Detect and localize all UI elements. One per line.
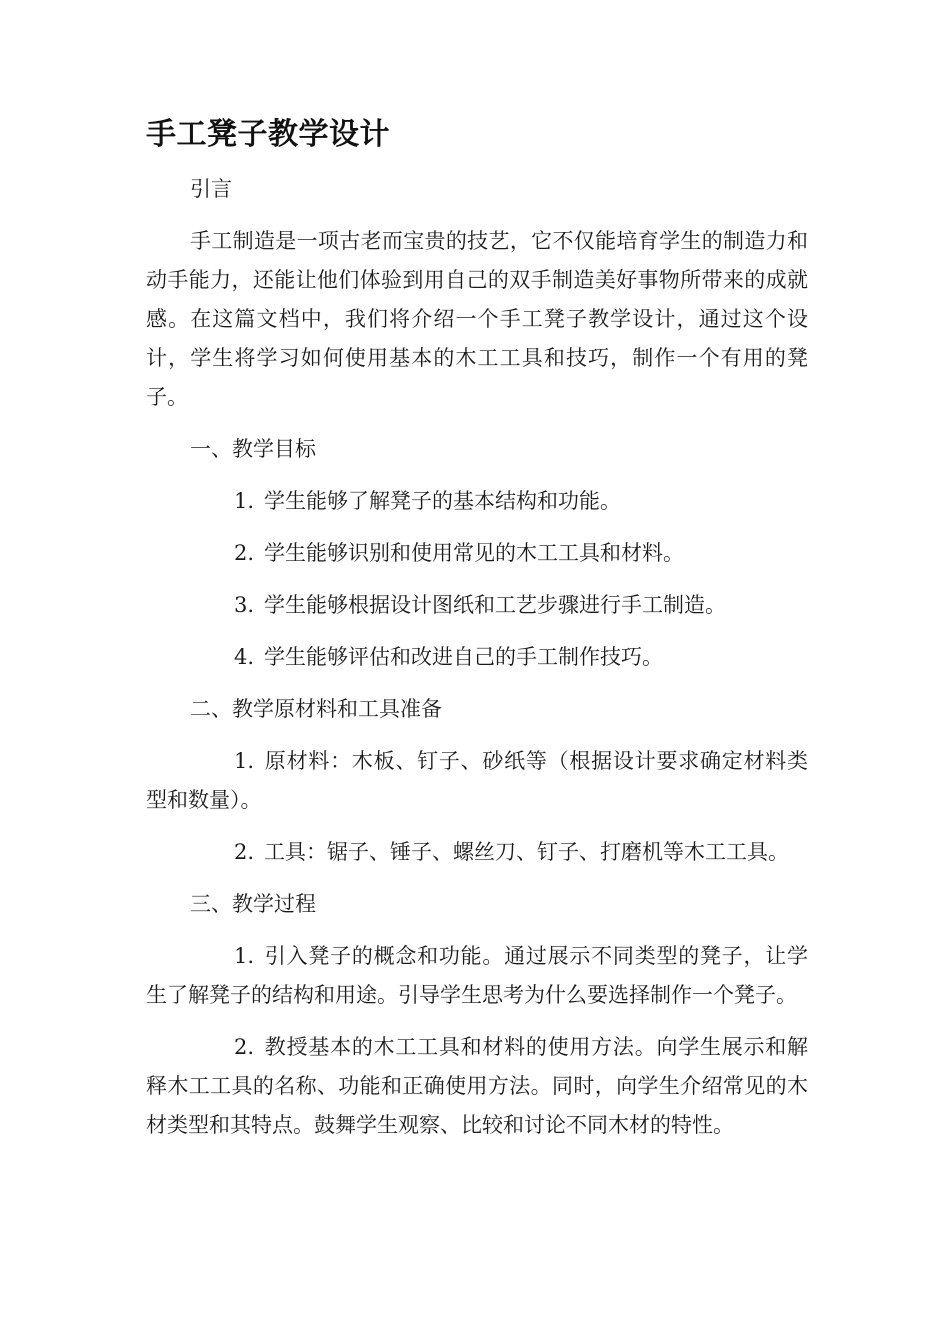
list-item-number: 3. <box>234 593 255 617</box>
list-item <box>146 534 808 573</box>
list-item-text: 工具：锯子、锤子、螺丝刀、钉子、打磨机等木工工具。 <box>264 840 790 864</box>
list-item <box>146 586 808 625</box>
document-body <box>146 112 808 1158</box>
list-item <box>146 638 808 677</box>
list-item-text: 学生能够评估和改进自己的手工制作技巧。 <box>264 645 664 669</box>
section-heading-materials: 二、教学原材料和工具准备 <box>190 697 442 721</box>
list-item <box>146 1028 808 1145</box>
list-item-number: 1. <box>234 489 255 513</box>
list-item-number: 2. <box>234 541 255 565</box>
intro-paragraph: 手工制造是一项古老而宝贵的技艺，它不仅能培育学生的制造力和动手能力，还能让他们体验到用自己的双手制造美好事物所带来的成就感。在这篇文档中，我们将介绍一个手工凳子教学设计，通过这个设计，学生将学习如何使用基本的木工工具和技巧，制作一个有用的凳子。 <box>146 229 808 409</box>
document-title: 手工凳子教学设计 <box>146 117 390 152</box>
list-item <box>146 482 808 521</box>
list-item-text: 教授基本的木工工具和材料的使用方法。向学生展示和解释木工工具的名称、功能和正确使用方法。同时，向学生介绍常见的木材类型和其特点。鼓舞学生观察、比较和讨论不同木材的特性。 <box>146 1035 808 1137</box>
list-item <box>146 742 808 820</box>
list-item-text: 学生能够根据设计图纸和工艺步骤进行手工制造。 <box>264 593 727 617</box>
section-heading-objectives: 一、教学目标 <box>190 437 316 461</box>
list-item-text: 引入凳子的概念和功能。通过展示不同类型的凳子，让学生了解凳子的结构和用途。引导学生思考为什么要选择制作一个凳子。 <box>146 944 808 1007</box>
list-item-number: 4. <box>234 645 255 669</box>
list-item-number: 2. <box>234 840 255 864</box>
section-heading-process: 三、教学过程 <box>190 892 316 916</box>
list-item-text: 学生能够识别和使用常见的木工工具和材料。 <box>264 541 685 565</box>
list-item <box>146 833 808 872</box>
intro-heading: 引言 <box>190 177 232 201</box>
list-item-text: 原材料：木板、钉子、砂纸等（根据设计要求确定材料类型和数量）。 <box>146 749 808 812</box>
list-item-number: 2. <box>234 1035 255 1059</box>
list-item-number: 1. <box>234 944 255 968</box>
list-item <box>146 937 808 1015</box>
list-item-text: 学生能够了解凳子的基本结构和功能。 <box>264 489 622 513</box>
list-item-number: 1. <box>234 749 255 773</box>
